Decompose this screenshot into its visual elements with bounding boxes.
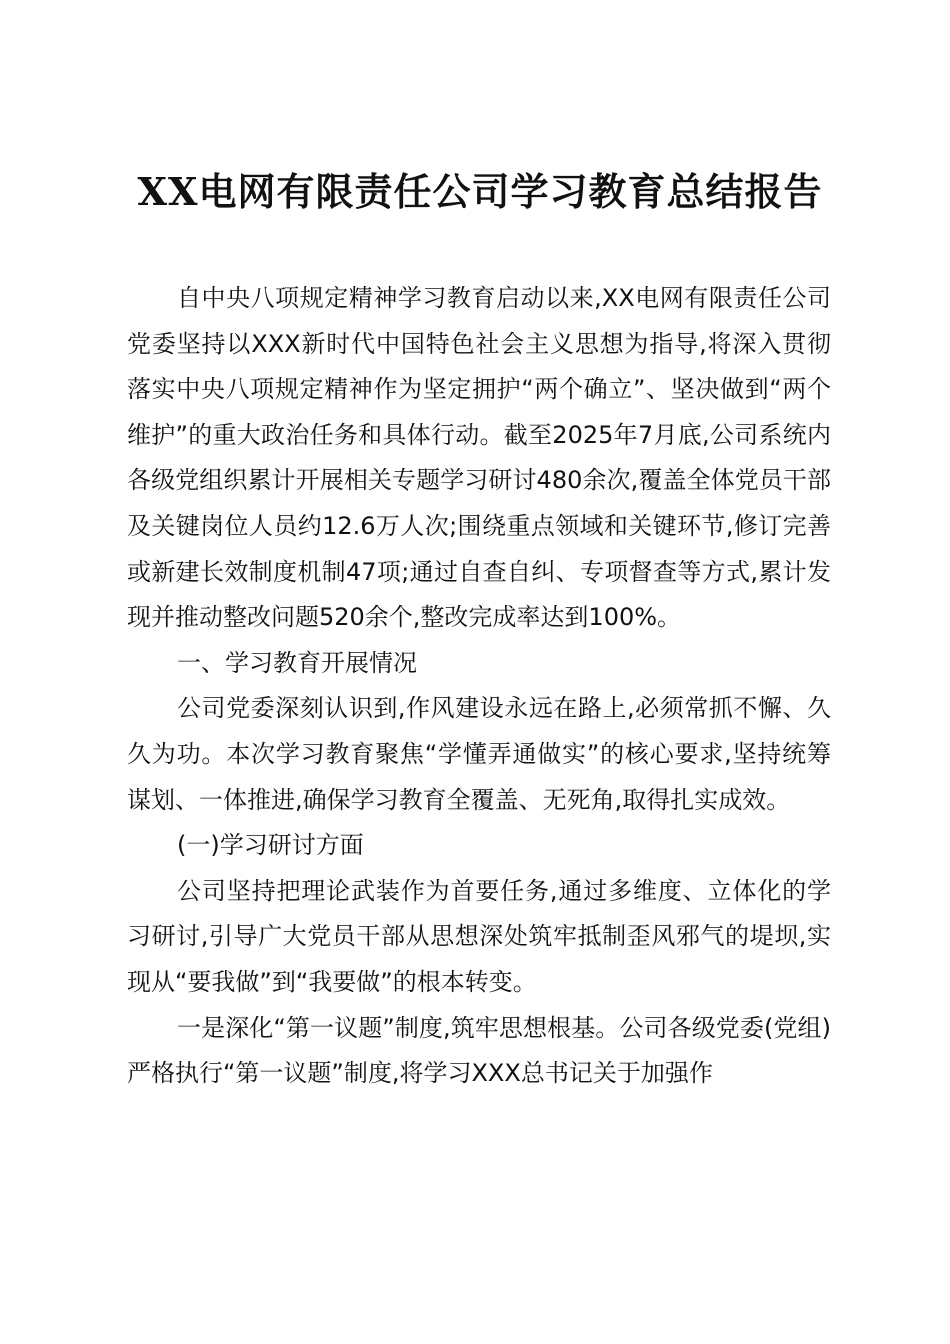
document-title: XX电网有限责任公司学习教育总结报告 — [137, 169, 823, 214]
body-paragraph: 一是深化“第一议题”制度,筑牢思想根基。公司各级党委(党组)严格执行“第一议题”制度,将学习XXX总书记关于加强作 — [127, 1013, 831, 1088]
intro-paragraph: 自中央八项规定精神学习教育启动以来,XX电网有限责任公司党委坚持以XXX新时代中国特色社会主义思想为指导,将深入贯彻落实中央八项规定精神作为坚定拥护“两个确立”、坚决做到“两个维护”的重大政治任务和具体行动。截至2025年7月底,公司系统内各级党组织累计开展相关专题学习研讨480余次,覆盖全体党员干部及关键岗位人员约12.6万人次;围绕重点领域和关键环节,修订完善或新建长效制度机制47项;通过自查自纠、专项督查等方式,累计发现并推动整改问题520余个,整改完成率达到100%。 — [127, 284, 831, 632]
document-body — [127, 276, 831, 1097]
body-paragraph: 公司坚持把理论武装作为首要任务,通过多维度、立体化的学习研讨,引导广大党员干部从思想深处筑牢抵制歪风邪气的堤坝,实现从“要我做”到“我要做”的根本转变。 — [127, 876, 831, 996]
subsection-heading: (一)学习研讨方面 — [177, 831, 364, 860]
body-paragraph: 公司党委深刻认识到,作风建设永远在路上,必须常抓不懈、久久为功。本次学习教育聚焦“学懂弄通做实”的核心要求,坚持统筹谋划、一体推进,确保学习教育全覆盖、无死角,取得扎实成效。 — [127, 694, 831, 814]
section-heading: 一、学习教育开展情况 — [177, 648, 417, 677]
